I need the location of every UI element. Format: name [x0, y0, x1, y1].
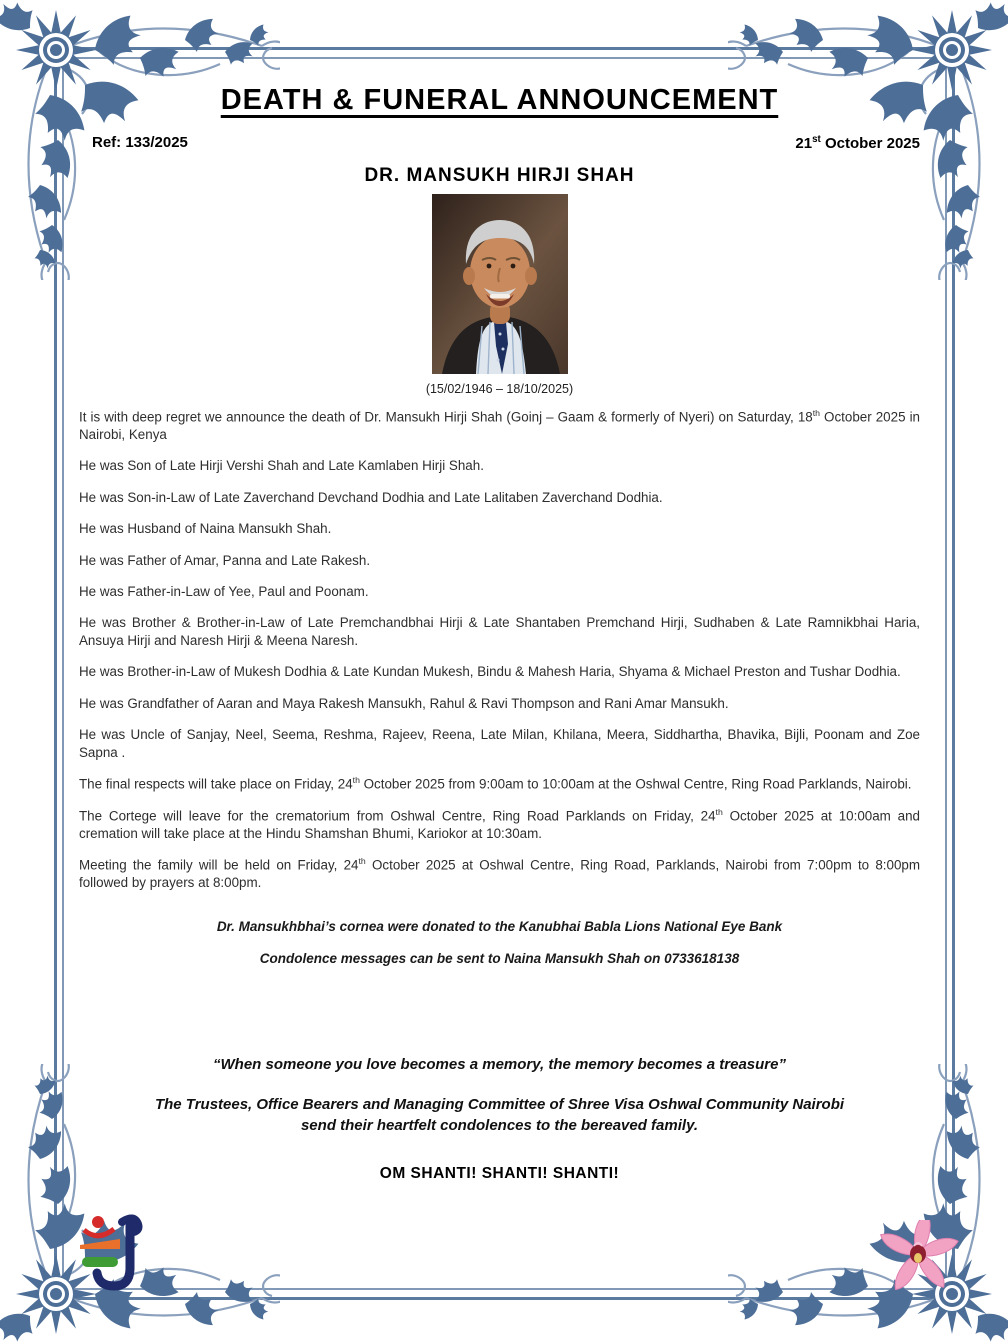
- announcement-paragraph: He was Brother & Brother-in-Law of Late Premchandbhai Hirji & Late Shantaben Premchand Hirji, Sudhaben & Late Ramnikbhai Haria, Ansuya Hirji and Naresh Hirji & Meena Naresh.: [79, 615, 920, 648]
- life-dates: (15/02/1946 – 18/10/2025): [425, 382, 574, 396]
- deceased-name: DR. MANSUKH HIRJI SHAH: [364, 165, 635, 186]
- document-content: [79, 84, 920, 1183]
- memorial-quote: “When someone you love becomes a memory, the memory becomes a treasure”: [213, 1056, 786, 1074]
- announcement-paragraph: He was Father-in-Law of Yee, Paul and Poonam.: [79, 584, 369, 599]
- ref-date-row: [79, 134, 920, 152]
- announcement-paragraph: He was Grandfather of Aaran and Maya Rakesh Mansukh, Rahul & Ravi Thompson and Rani Amar Mansukh.: [79, 695, 729, 711]
- condolence-contact-note: Condolence messages can be sent to Naina Mansukh Shah on 0733618138: [259, 951, 740, 967]
- announcement-paragraph: He was Uncle of Sanjay, Neel, Seema, Reshma, Rajeev, Reena, Late Milan, Khilana, Meera, Siddhartha, Bhavika, Bijli, Poonam and Zoe Sapna .: [79, 727, 920, 760]
- page-title: DEATH & FUNERAL ANNOUNCEMENT: [220, 84, 779, 116]
- announcement-paragraph: It is with deep regret we announce the death of Dr. Mansukh Hirji Shah (Goinj – Gaam & formerly of Nyeri) on Saturday, 18th October 2025 in Nairobi, Kenya: [79, 408, 920, 442]
- notes-section: [79, 919, 920, 966]
- announcement-paragraph: He was Father of Amar, Panna and Late Rakesh.: [79, 552, 371, 568]
- announcement-paragraph: He was Son of Late Hirji Vershi Shah and Late Kamlaben Hirji Shah.: [79, 458, 484, 474]
- committee-condolence-line1: The Trustees, Office Bearers and Managing Committee of Shree Visa Oshwal Community Nairobi: [154, 1096, 845, 1114]
- announcement-date: 21st October 2025: [795, 134, 920, 152]
- portrait-photo: [432, 194, 568, 374]
- announcement-paragraph: Meeting the family will be held on Friday, 24th October 2025 at Oshwal Centre, Ring Road, Parklands, Nairobi from 7:00pm to 8:00pm followed by prayers at 8:00pm.: [79, 856, 920, 891]
- photo-container: [79, 194, 920, 379]
- committee-condolence-line2: send their heartfelt condolences to the bereaved family.: [300, 1117, 699, 1135]
- announcement-body: [79, 408, 920, 891]
- announcement-paragraph: The Cortege will leave for the crematorium from Oshwal Centre, Ring Road Parklands on Friday, 24th October 2025 at 10:00am and cremation will take place at the Hindu Shamshan Bhumi, Kariokor at 10:30am.: [79, 806, 920, 841]
- announcement-paragraph: The final respects will take place on Friday, 24th October 2025 from 9:00am to 10:00am at the Oshwal Centre, Ring Road Parklands, Nairobi.: [79, 774, 912, 792]
- orchid-flower-icon: [876, 1220, 960, 1294]
- oshwal-community-logo-icon: [76, 1212, 148, 1294]
- announcement-paragraph: He was Son-in-Law of Late Zaverchand Devchand Dodhia and Late Lalitaben Zaverchand Dodhia.: [79, 489, 663, 505]
- reference-number: Ref: 133/2025: [92, 134, 188, 151]
- cornea-donation-note: Dr. Mansukhbhai’s cornea were donated to the Kanubhai Babla Lions National Eye Bank: [216, 919, 783, 935]
- announcement-paragraph: He was Husband of Naina Mansukh Shah.: [79, 521, 332, 537]
- announcement-paragraph: He was Brother-in-Law of Mukesh Dodhia & Late Kundan Mukesh, Bindu & Mahesh Haria, Shyama & Michael Preston and Tushar Dodhia.: [79, 664, 901, 680]
- om-shanti-line: OM SHANTI! SHANTI! SHANTI!: [379, 1165, 620, 1183]
- committee-condolence: [79, 1094, 920, 1136]
